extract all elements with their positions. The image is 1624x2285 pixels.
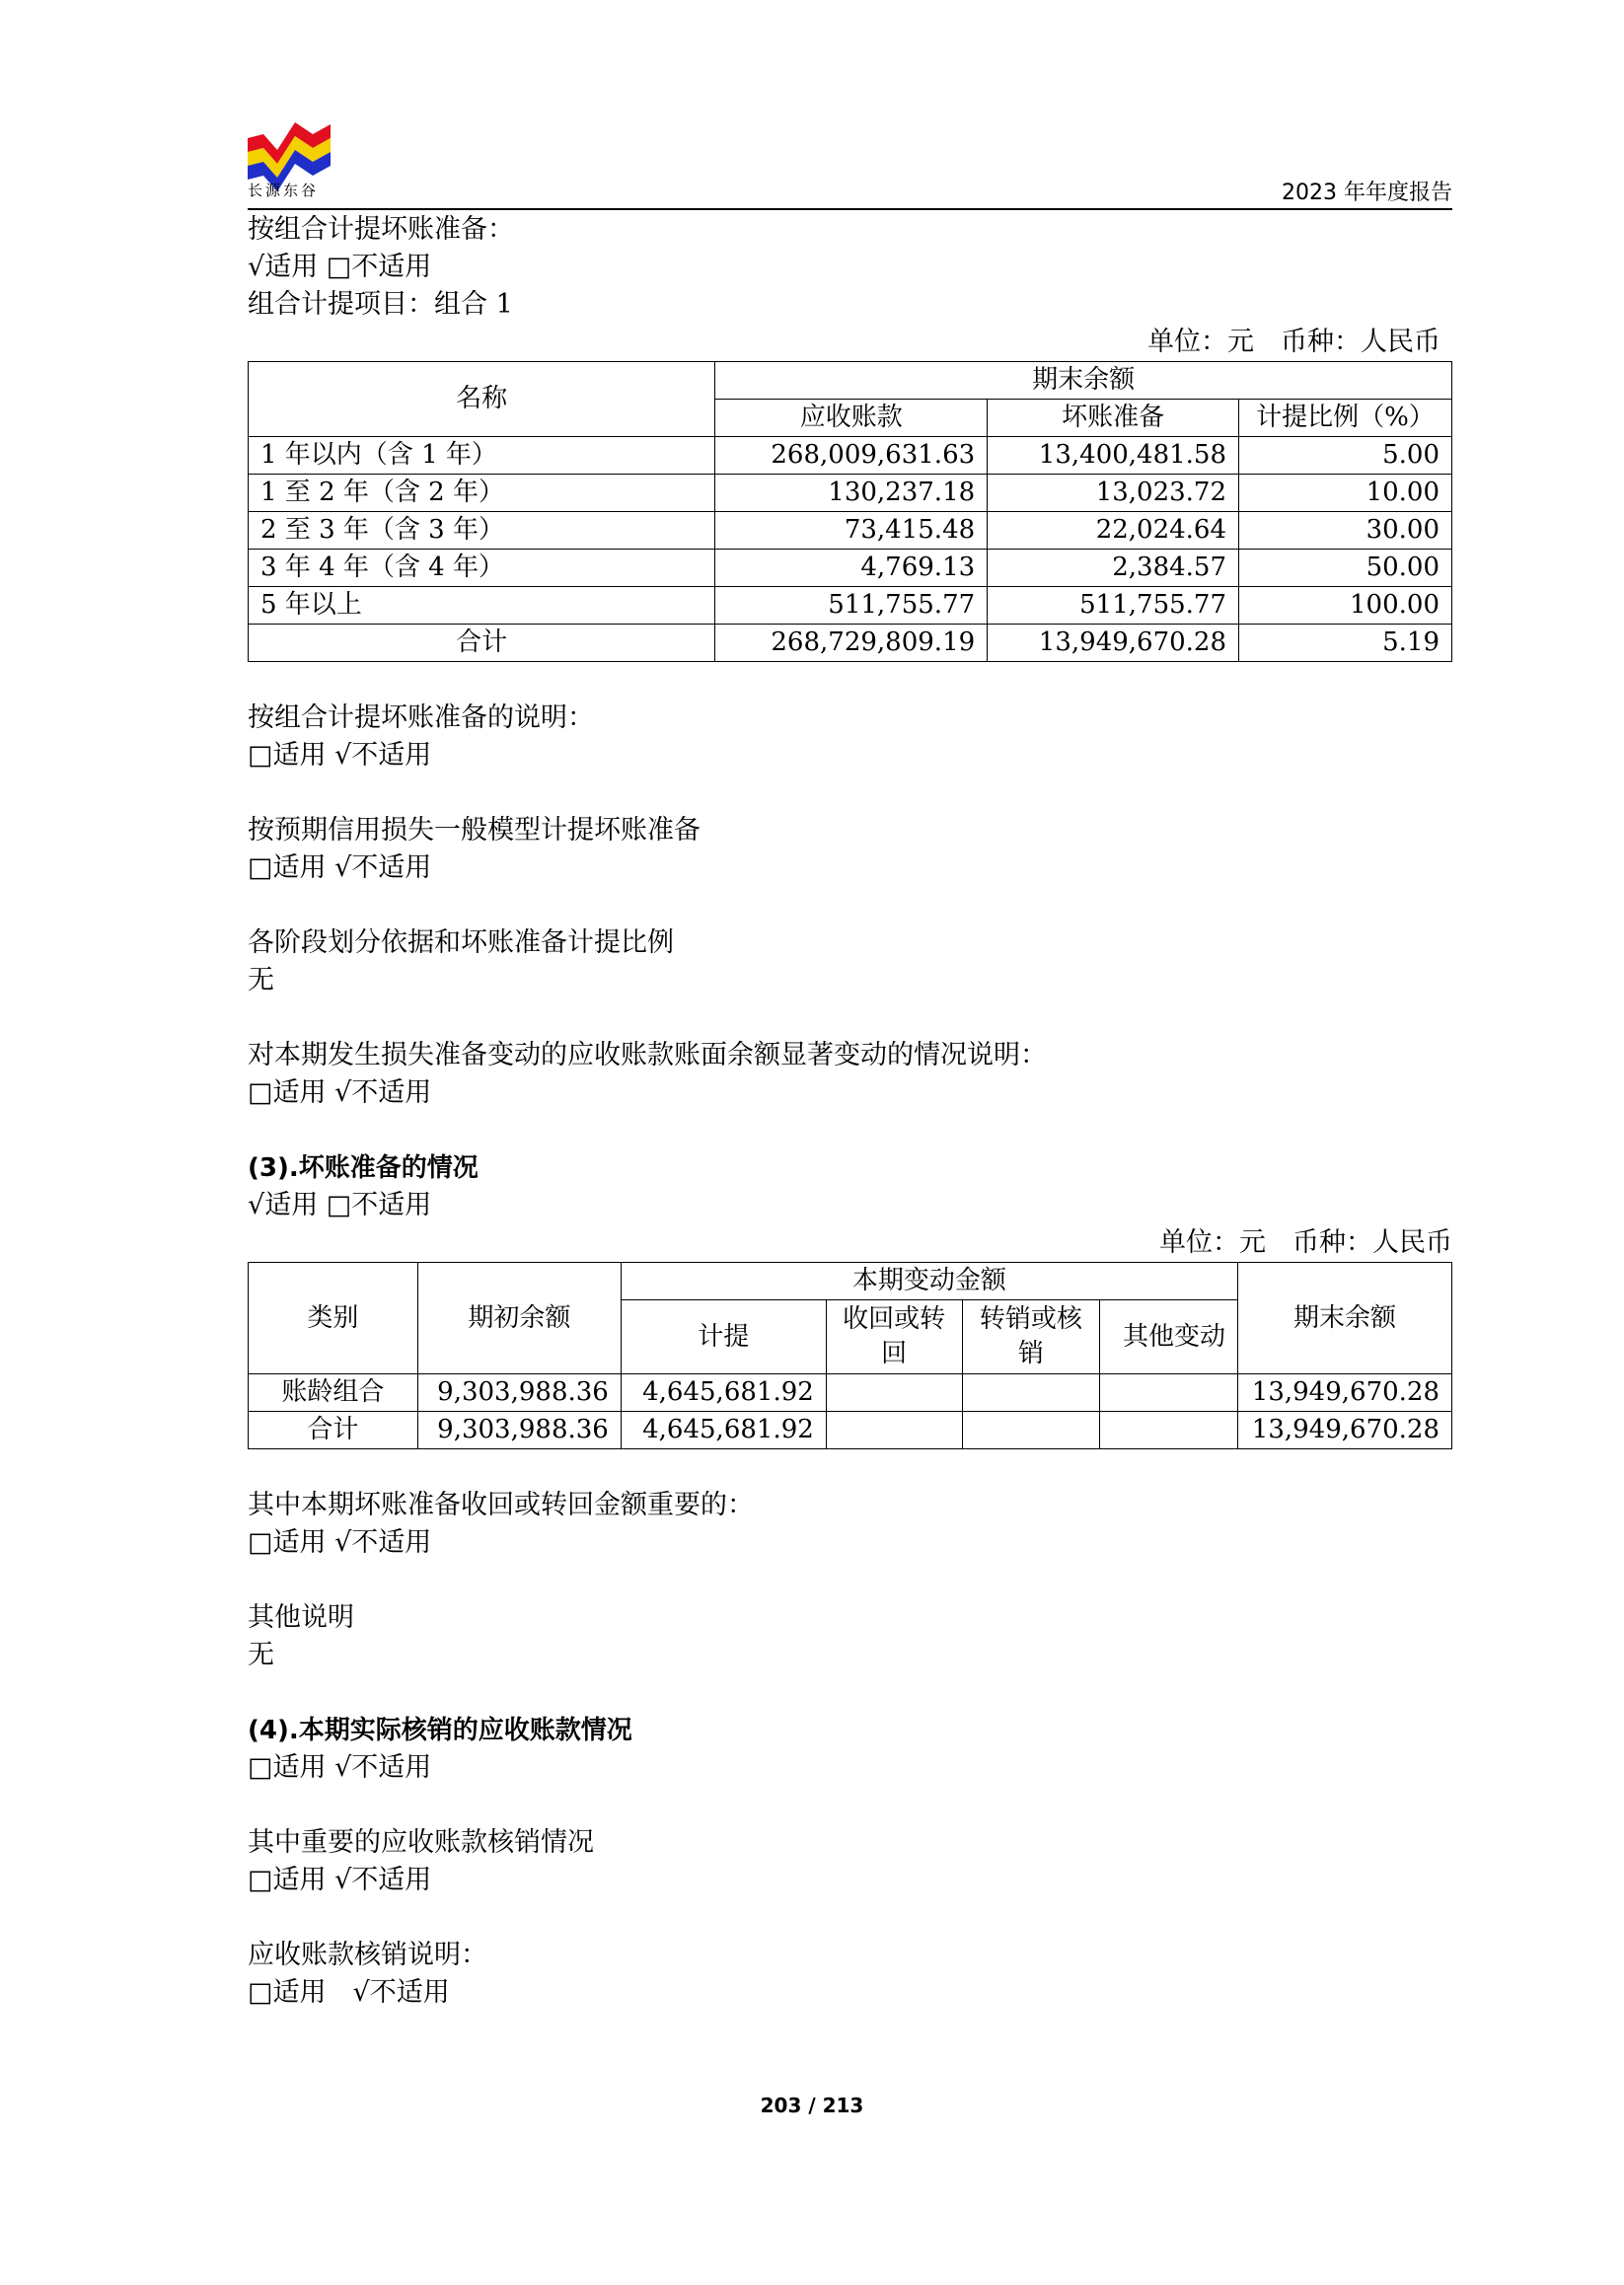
row-provision: 4,645,681.92 (621, 1374, 826, 1412)
col-header-ending-balance: 期末余额 (715, 362, 1452, 400)
table-row (249, 512, 1452, 550)
row-name: 5 年以上 (249, 587, 715, 625)
writeoff-note-applicability: □适用 √不适用 (248, 1977, 450, 2008)
row-receivables: 130,237.18 (715, 475, 988, 512)
row-provision: 4,645,681.92 (621, 1412, 826, 1449)
row-type: 合计 (249, 1412, 418, 1449)
combo-provision-note-label: 按组合计提坏账准备的说明： (248, 702, 594, 733)
combo-provision-label: 按组合计提坏账准备： (248, 214, 514, 245)
table-row (249, 550, 1452, 587)
page-content (248, 211, 1452, 2012)
report-title: 2023 年年度报告 (1282, 181, 1452, 205)
col-header-recover: 收回或转回 (826, 1300, 962, 1374)
combo-item-label: 组合计提项目：组合 1 (248, 289, 513, 320)
col-header-provision: 计提 (621, 1300, 826, 1374)
row-ratio: 50.00 (1239, 550, 1452, 587)
col-header-name: 名称 (249, 362, 715, 437)
col-header-change: 本期变动金额 (621, 1263, 1237, 1300)
aging-combo-table (248, 361, 1452, 662)
row-writeoff (962, 1374, 1100, 1412)
col-header-writeoff: 转销或核销 (962, 1300, 1100, 1374)
ecl-model-label: 按预期信用损失一般模型计提坏账准备 (248, 815, 701, 846)
stage-basis-label: 各阶段划分依据和坏账准备计提比例 (248, 927, 674, 958)
col-header-other: 其他变动 (1100, 1300, 1238, 1374)
page-number: 203 / 213 (760, 2094, 864, 2117)
logo-text: 长源东谷 (248, 182, 320, 199)
table-total-row (249, 625, 1452, 662)
row-bad-debt: 13,023.72 (988, 475, 1239, 512)
row-recover (826, 1374, 962, 1412)
row-name: 1 至 2 年（含 2 年） (249, 475, 715, 512)
col-header-type: 类别 (249, 1263, 418, 1374)
row-ratio: 10.00 (1239, 475, 1452, 512)
row-bad-debt: 2,384.57 (988, 550, 1239, 587)
row-name: 2 至 3 年（含 3 年） (249, 512, 715, 550)
row-other (1100, 1412, 1238, 1449)
writeoff-applicability: □适用 √不适用 (248, 1752, 432, 1783)
stage-basis-value: 无 (248, 965, 274, 995)
table-row (249, 1374, 1452, 1412)
combo-provision-applicability: √适用 □不适用 (248, 252, 432, 282)
row-type: 账龄组合 (249, 1374, 418, 1412)
row-ratio: 30.00 (1239, 512, 1452, 550)
total-bad-debt: 13,949,670.28 (988, 625, 1239, 662)
section-heading-bad-debt: (3).坏账准备的情况 (248, 1153, 479, 1183)
important-writeoff-label: 其中重要的应收账款核销情况 (248, 1827, 594, 1858)
row-opening: 9,303,988.36 (417, 1412, 621, 1449)
section-heading-writeoff: (4).本期实际核销的应收账款情况 (248, 1716, 632, 1745)
row-ratio: 100.00 (1239, 587, 1452, 625)
row-bad-debt: 511,755.77 (988, 587, 1239, 625)
other-notes-label: 其他说明 (248, 1602, 354, 1633)
row-opening: 9,303,988.36 (417, 1374, 621, 1412)
row-receivables: 268,009,631.63 (715, 437, 988, 475)
important-writeoff-applicability: □适用 √不适用 (248, 1865, 432, 1895)
row-closing: 13,949,670.28 (1237, 1374, 1451, 1412)
header-divider (248, 208, 1452, 210)
row-receivables: 511,755.77 (715, 587, 988, 625)
table-row (249, 587, 1452, 625)
col-header-bad-debt: 坏账准备 (988, 400, 1239, 437)
row-bad-debt: 22,024.64 (988, 512, 1239, 550)
row-bad-debt: 13,400,481.58 (988, 437, 1239, 475)
row-recover (826, 1412, 962, 1449)
row-writeoff (962, 1412, 1100, 1449)
combo-provision-note-applicability: □适用 √不适用 (248, 740, 432, 771)
ecl-model-applicability: □适用 √不适用 (248, 852, 432, 883)
table-row (249, 437, 1452, 475)
total-ratio: 5.19 (1239, 625, 1452, 662)
unit-currency-note: 单位：元 币种：人民币 (1159, 1227, 1452, 1258)
table-total-row (249, 1412, 1452, 1449)
row-receivables: 4,769.13 (715, 550, 988, 587)
recovery-important-label: 其中本期坏账准备收回或转回金额重要的： (248, 1490, 754, 1520)
col-header-receivables: 应收账款 (715, 400, 988, 437)
col-header-closing: 期末余额 (1237, 1263, 1451, 1374)
total-receivables: 268,729,809.19 (715, 625, 988, 662)
unit-currency-note: 单位：元 币种：人民币 (1147, 327, 1440, 357)
table-row (249, 475, 1452, 512)
col-header-opening: 期初余额 (417, 1263, 621, 1374)
total-label: 合计 (249, 625, 715, 662)
row-ratio: 5.00 (1239, 437, 1452, 475)
significant-change-label: 对本期发生损失准备变动的应收账款账面余额显著变动的情况说明： (248, 1040, 1047, 1070)
row-name: 3 年 4 年（含 4 年） (249, 550, 715, 587)
other-notes-value: 无 (248, 1640, 274, 1670)
row-other (1100, 1374, 1238, 1412)
significant-change-applicability: □适用 √不适用 (248, 1077, 432, 1108)
bad-debt-table (248, 1262, 1452, 1449)
writeoff-note-label: 应收账款核销说明： (248, 1940, 487, 1970)
bad-debt-applicability: √适用 □不适用 (248, 1190, 432, 1220)
row-closing: 13,949,670.28 (1237, 1412, 1451, 1449)
recovery-important-applicability: □适用 √不适用 (248, 1527, 432, 1558)
row-name: 1 年以内（含 1 年） (249, 437, 715, 475)
col-header-ratio: 计提比例（%） (1239, 400, 1452, 437)
row-receivables: 73,415.48 (715, 512, 988, 550)
